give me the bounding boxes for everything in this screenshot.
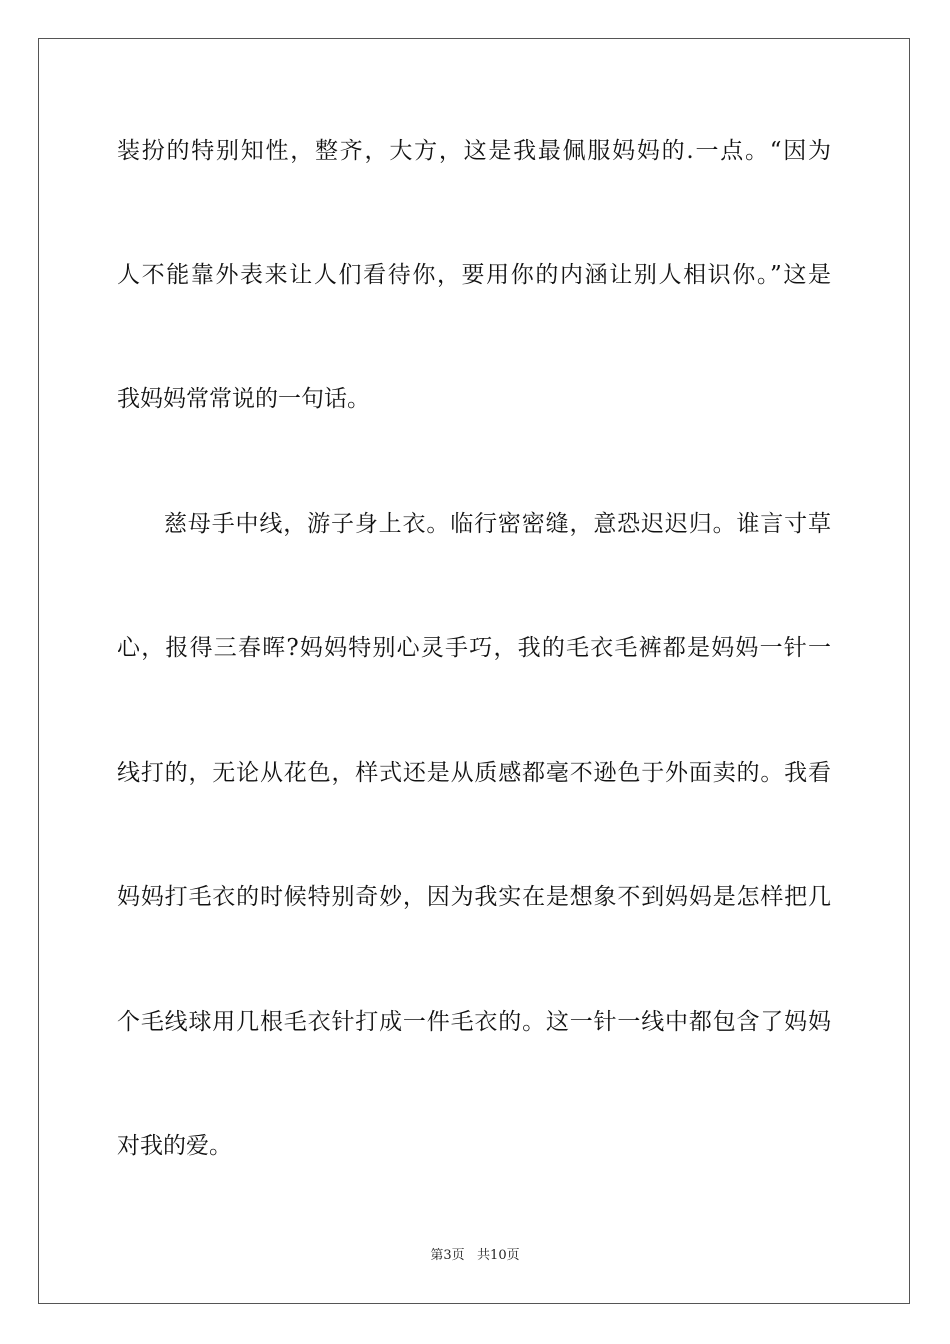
paragraph-2-line-4: 妈妈打毛衣的时候特别奇妙，因为我实在是想象不到妈妈是怎样把几 — [117, 884, 831, 910]
paragraph-2-line-3: 线打的，无论从花色，样式还是从质感都毫不逊色于外面卖的。我看 — [117, 760, 831, 786]
paragraph-1-line-3: 我妈妈常常说的一句话。 — [117, 386, 370, 412]
page-number-footer: 第3页 共10页 — [430, 1248, 520, 1263]
paragraph-2-line-1: 慈母手中线，游子身上衣。临行密密缝，意恐迟迟归。谁言寸草 — [164, 511, 831, 537]
paragraph-1-line-1: 装扮的特别知性，整齐，大方，这是我最佩服妈妈的.一点。“因为 — [117, 138, 831, 164]
page-border — [38, 38, 910, 1304]
paragraph-2-line-2: 心，报得三春晖?妈妈特别心灵手巧，我的毛衣毛裤都是妈妈一针一 — [117, 635, 831, 661]
paragraph-1-line-2: 人不能靠外表来让人们看待你，要用你的内涵让别人相识你。”这是 — [117, 262, 831, 288]
paragraph-2-line-5: 个毛线球用几根毛衣针打成一件毛衣的。这一针一线中都包含了妈妈 — [117, 1009, 831, 1035]
paragraph-2-line-6: 对我的爱。 — [117, 1133, 232, 1159]
